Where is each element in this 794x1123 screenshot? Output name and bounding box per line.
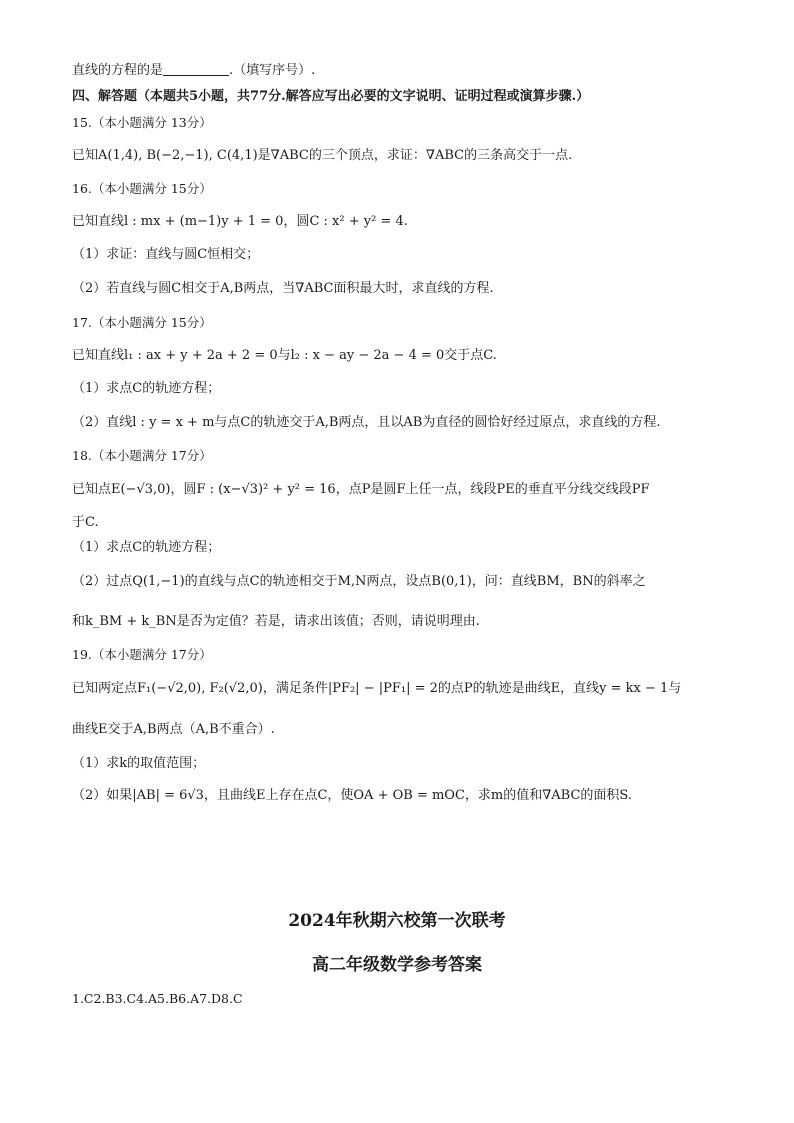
fill-in-suffix: .（填写序号）.	[229, 63, 316, 78]
question-19-part-1: （1）求k的取值范围；	[72, 756, 206, 771]
question-16-text: 已知直线l : mx + (m−1)y + 1 = 0，圆C : x² + y² = 4.	[72, 214, 408, 229]
question-15-header: 15.（本小题满分 13分）	[72, 115, 212, 130]
question-16-part-2: （2）若直线与圆C相交于A,B两点，当∇ABC面积最大时，求直线的方程.	[72, 281, 494, 296]
question-16-part-1: （1）求证：直线与圆C恒相交；	[72, 247, 260, 262]
question-19-text-cont: 曲线E交于A,B两点（A,B不重合）.	[72, 722, 275, 737]
question-18-header: 18.（本小题满分 17分）	[72, 448, 212, 463]
fill-in-line	[72, 62, 315, 80]
question-19-header: 19.（本小题满分 17分）	[72, 647, 212, 662]
question-18-text: 已知点E(−√3,0)，圆F : (x−√3)² + y² = 16，点P是圆F上任一点，线段PE的垂直平分线交线段PF	[72, 482, 650, 497]
question-17-text: 已知直线l₁ : ax + y + 2a + 2 = 0与l₂ : x − ay − 2a − 4 = 0交于点C.	[72, 348, 497, 363]
question-18-part-1: （1）求点C的轨迹方程；	[72, 540, 221, 555]
question-15-text: 已知A(1,4), B(−2,−1), C(4,1)是∇ABC的三个顶点，求证：∇ABC的三条高交于一点.	[72, 148, 573, 163]
question-17-header: 17.（本小题满分 15分）	[72, 315, 212, 330]
question-17-part-2: （2）直线l : y = x + m与点C的轨迹交于A,B两点，且以AB为直径的圆恰好经过原点，求直线的方程.	[72, 415, 661, 430]
section-heading: 四、解答题（本题共5小题，共77分.解答应写出必要的文字说明、证明过程或演算步骤.）	[72, 89, 590, 104]
question-16-header: 16.（本小题满分 15分）	[72, 181, 212, 196]
multiple-choice-answers: 1.C2.B3.C4.A5.B6.A7.D8.C	[72, 991, 243, 1006]
question-19-part-2: （2）如果|AB| = 6√3，且曲线E上存在点C，使OA + OB = mOC，求m的值和∇ABC的面积S.	[72, 788, 633, 803]
question-17-part-1: （1）求点C的轨迹方程；	[72, 381, 221, 396]
answer-key-title: 2024年秋期六校第一次联考	[288, 911, 506, 931]
question-19-text: 已知两定点F₁(−√2,0), F₂(√2,0)，满足条件|PF₂| − |PF₁| = 2的点P的轨迹是曲线E，直线y = kx − 1与	[72, 681, 682, 696]
answer-key-subtitle: 高二年级数学参考答案	[312, 955, 482, 975]
fill-in-prefix: 直线的方程的是	[72, 63, 164, 78]
question-18-part-2-cont: 和k_BM + k_BN是否为定值？若是，请求出该值；否则，请说明理由.	[72, 614, 480, 629]
answer-blank	[163, 63, 229, 76]
question-18-part-2: （2）过点Q(1,−1)的直线与点C的轨迹相交于M,N两点，设点B(0,1)，问：直线BM，BN的斜率之	[72, 574, 646, 589]
question-18-text-cont: 于C.	[72, 515, 99, 530]
